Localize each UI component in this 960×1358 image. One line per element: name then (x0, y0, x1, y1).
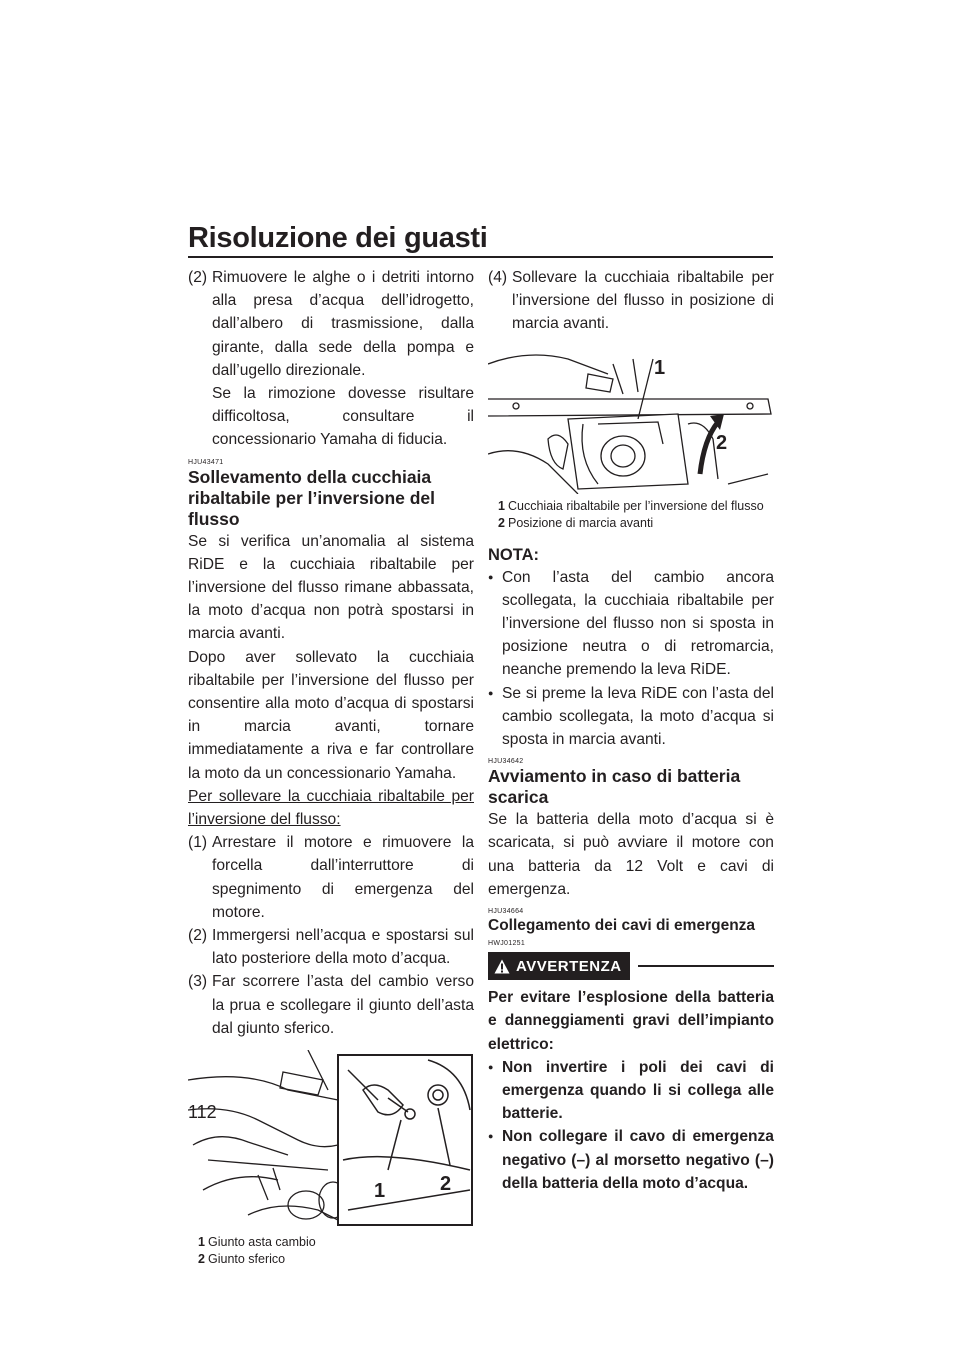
callout-2: 2 (440, 1173, 452, 1196)
right-column (488, 266, 774, 1195)
step-text: Arrestare il motore e rimuovere la forcella dall’interruttore di spegnimento di emergenza del motore. (212, 834, 474, 921)
figure-caption (188, 1234, 474, 1268)
step-3 (188, 970, 474, 1040)
warning-body (488, 986, 774, 1195)
warning-code: HWJ01251 (488, 940, 526, 948)
callout-1: 1 (654, 356, 666, 379)
step-text: Rimuovere le alghe o i detriti intorno alla presa d’acqua dell’idrogetto, dall’albero di trasmissione, dalla girante, dalla sede della pompa e dall’ugello direzionale. (212, 269, 474, 379)
illustration-reverse-bucket (488, 344, 774, 494)
warning-label: AVVERTENZA (516, 958, 622, 976)
paragraph: Se la batteria della moto d’acqua si è scaricata, si può avviare il motore con una batteria da 12 Volt e cavi di emergenza. (488, 811, 774, 898)
page-title: Risoluzione dei guasti (188, 222, 488, 254)
step-number: (2) (188, 927, 208, 945)
step-text: Sollevare la cucchiaia ribaltabile per l’inversione del flusso in posizione di marcia avanti. (512, 269, 774, 333)
nota-bullet: ● Se si preme la leva RiDE con l’asta del cambio scollegata, la moto d’acqua si sposta in marcia avanti. (488, 682, 774, 752)
warning-header (488, 952, 774, 980)
warning-badge (488, 952, 630, 980)
callout-1: 1 (374, 1180, 386, 1203)
step-4 (488, 266, 774, 336)
illustration-shift-rod (188, 1050, 474, 1230)
step-2 (188, 266, 474, 452)
paragraph: Se si verifica un’anomalia al sistema RiDE e la cucchiaia ribaltabile per l’inversione del flusso rimane abbassata, la moto d’acqua non potrà spostarsi in marcia avanti. (188, 532, 474, 643)
step-text: Immergersi nell’acqua e spostarsi sul lato posteriore della moto d’acqua. (212, 927, 474, 968)
nota-bullet: ● Con l’asta del cambio ancora scollegata, la cucchiaia ribaltabile per l’inversione del flusso non si sposta in posizione neutra o di retromarcia, neanche premendo la leva RiDE. (488, 566, 774, 682)
step-number: (3) (188, 973, 208, 991)
warning-triangle-icon (494, 959, 510, 974)
subsection-title: Collegamento dei cavi di emergenza (488, 917, 756, 935)
section-code: HJU34642 (488, 758, 524, 766)
warning-rule (638, 965, 774, 967)
section-code: HJU43471 (188, 458, 224, 466)
step-number: (2) (188, 269, 208, 286)
warning-intro: Per evitare l’esplosione della batteria e danneggiamenti gravi dell’impianto elettrico: (488, 989, 774, 1053)
section-title: Avviamento in caso di batteria scarica (488, 766, 741, 808)
caption-row: 2 Giunto sferico (198, 1252, 286, 1267)
caption-row: 1 Cucchiaia ribaltabile per l’inversione del flusso (498, 498, 764, 513)
warning-bullet: ● Non invertire i poli dei cavi di emergenza quando li si collega alle batterie. (488, 1056, 774, 1126)
step-1 (188, 831, 474, 924)
warning-bullet: ● Non collegare il cavo di emergenza negativo (–) al morsetto negativo (–) della batteria della moto d’acqua. (488, 1125, 774, 1195)
caption-row: 2 Posizione di marcia avanti (498, 515, 654, 530)
subsection-code: HJU34664 (488, 908, 524, 916)
figure-caption (488, 498, 774, 532)
title-rule (188, 256, 773, 258)
step-text: Far scorrere l’asta del cambio verso la prua e scollegare il giunto dell’asta dal giunto sferico. (212, 973, 474, 1037)
step-number: (4) (488, 269, 508, 286)
page-number: 112 (188, 1102, 217, 1122)
procedure-title: Per sollevare la cucchiaia ribaltabile per l’inversione del flusso: (188, 787, 474, 829)
paragraph: Dopo aver sollevato la cucchiaia ribaltabile per l’inversione del flusso per consentire alla moto d’acqua di spostarsi in marcia avanti, tornare immediatamente a riva e far controllare la moto da un concessionario Yamaha. (188, 648, 474, 782)
step-number: (1) (188, 834, 208, 852)
step-text-2: Se la rimozione dovesse risultare difficoltosa, consultare il concessionario Yamaha di fiducia. (212, 385, 474, 449)
section-title: Sollevamento della cucchiaia ribaltabile per l’inversione del flusso (188, 466, 436, 529)
step-2b (188, 924, 474, 970)
caption-row: 1 Giunto asta cambio (198, 1235, 316, 1250)
left-column (188, 266, 474, 1268)
callout-2: 2 (716, 431, 728, 454)
line-drawing (488, 344, 774, 494)
nota-title: NOTA: (488, 545, 540, 564)
line-drawing (188, 1050, 474, 1230)
